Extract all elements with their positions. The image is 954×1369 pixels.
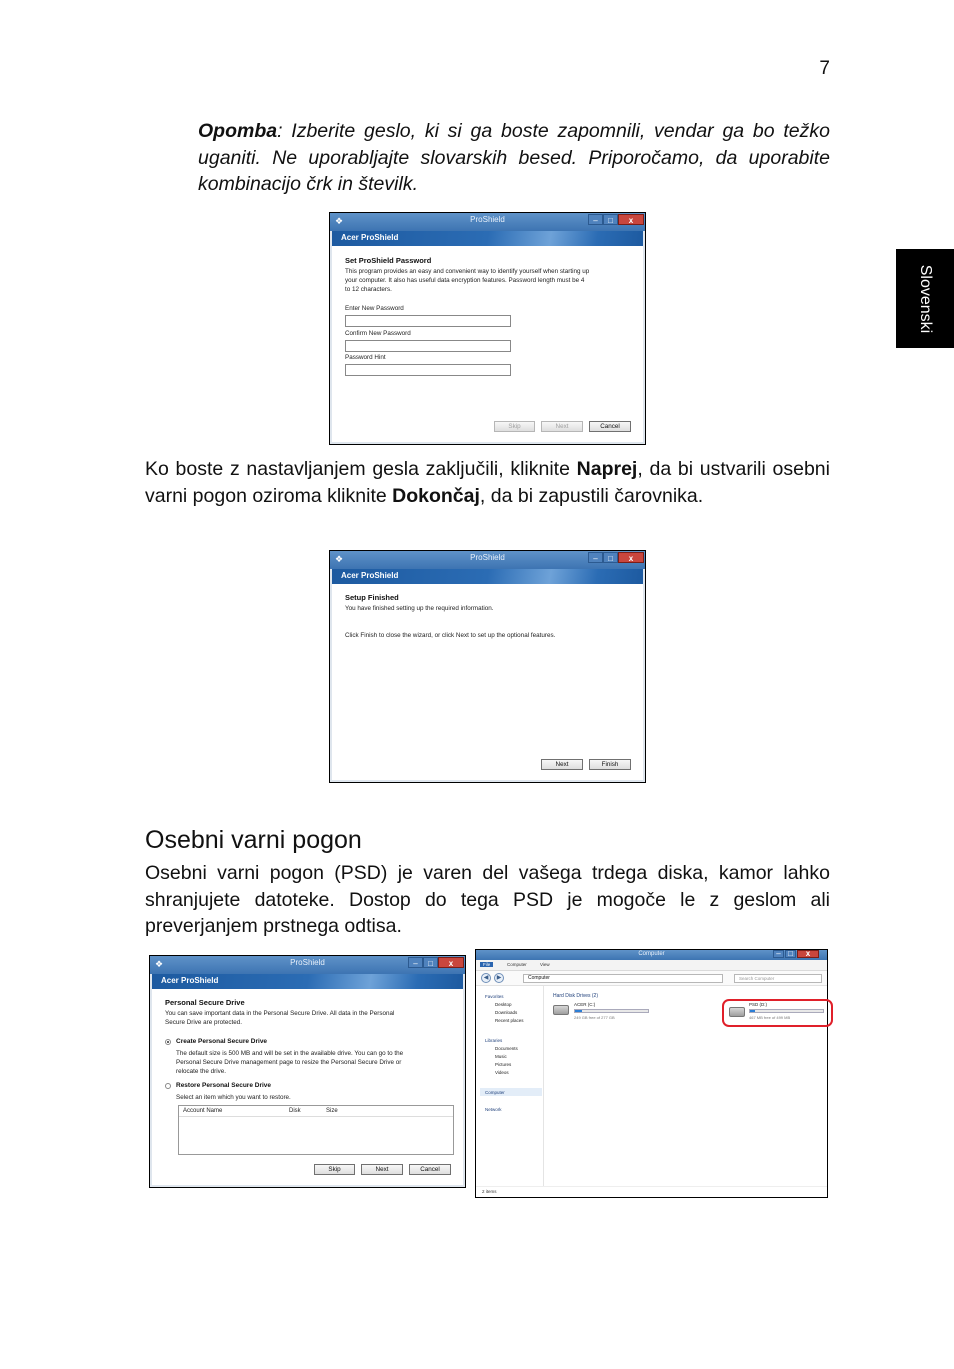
minimize-button[interactable]: – [588,214,603,225]
explorer-content [545,986,827,1186]
explorer-minimize-button[interactable]: – [773,950,784,958]
window-content [332,584,643,780]
close-button[interactable]: x [618,214,644,225]
instruction-finish-keyword: Dokončaj [392,484,480,507]
drive-d-free-space: 467 MB free of 499 MB [749,1015,791,1020]
next-button[interactable]: Next [361,1164,403,1175]
nav-libraries[interactable]: Libraries [485,1038,503,1043]
window-title: ProShield [470,553,505,562]
dialog-description-2: your computer. It also has useful data encryption features. Password length must be 4 [345,277,585,284]
window-banner [152,974,463,989]
window-banner [332,569,643,584]
restore-psd-text: Select an item which you want to restore. [176,1094,291,1101]
column-size[interactable]: Size [326,1108,338,1114]
create-psd-radio[interactable] [165,1039,171,1045]
ribbon-tab-computer[interactable]: Computer [507,962,527,967]
confirm-password-field[interactable] [345,340,511,352]
restore-list[interactable] [178,1105,454,1155]
explorer-maximize-button[interactable]: □ [785,950,796,958]
nav-computer[interactable]: Computer [485,1090,505,1095]
explorer-close-button[interactable]: x [797,950,819,958]
section-heading: Osebni varni pogon [145,826,362,854]
nav-music[interactable]: Music [495,1054,507,1059]
page-number: 7 [819,58,830,79]
forward-arrow-icon[interactable]: ▶ [494,973,504,983]
navigation-pane [476,986,544,1186]
psd-paragraph: Osebni varni pogon (PSD) je varen del vašega trdega diska, kamor lahko shranjujete datoteke. Dostop do tega PSD je mogoče le z geslom ali preverjanjem prstnega odtisa. [145,862,830,937]
finish-button[interactable]: Finish [589,759,631,770]
dialog-line-2: Click Finish to close the wizard, or click Next to set up the optional features. [345,632,556,639]
window-title: ProShield [470,215,505,224]
note-text: : Izberite geslo, ki si ga boste zapomnili, vendar ga bo težko uganiti. Ne uporabljajte slovarskih besed. Priporočamo, da uporabite kombinacijo črk in številk. [198,120,830,195]
dialog-heading: Personal Secure Drive [165,998,245,1007]
maximize-button[interactable]: □ [603,552,618,563]
dialog-heading: Setup Finished [345,593,399,602]
skip-button[interactable]: Skip [494,421,535,432]
create-psd-text-3: relocate the drive. [176,1068,227,1075]
instruction-text-3: , da bi zapustili čarovnika. [479,484,704,507]
proshield-app-icon: ❖ [155,959,164,969]
drive-d-name[interactable]: PSD (D:) [749,1002,767,1007]
cancel-button[interactable]: Cancel [589,421,631,432]
restore-psd-radio[interactable] [165,1083,171,1089]
ribbon-tab-file[interactable]: File [480,962,493,967]
column-disk[interactable]: Disk [289,1108,301,1114]
nav-desktop[interactable]: Desktop [495,1002,512,1007]
back-arrow-icon[interactable]: ◀ [481,973,491,983]
window-titlebar [150,956,465,974]
skip-button[interactable]: Skip [314,1164,355,1175]
dialog-description-1: You can save important data in the Personal Secure Drive. All data in the Personal [165,1010,395,1017]
next-button[interactable]: Next [541,421,583,432]
explorer-title: Computer [638,951,665,957]
proshield-password-window [329,212,646,445]
instruction-paragraph [145,456,830,509]
drive-c-free-space: 249 GB free of 277 GB [574,1015,615,1020]
window-titlebar [330,213,645,231]
explorer-window [475,949,828,1198]
new-password-field[interactable] [345,315,511,327]
create-psd-label: Create Personal Secure Drive [176,1038,268,1045]
minimize-button[interactable]: – [588,552,603,563]
note-label: Opomba [198,120,278,142]
confirm-password-label: Confirm New Password [345,330,411,337]
create-psd-text-2: Personal Secure Drive management page to resize the Personal Secure Drive or [176,1059,402,1066]
dialog-description-1: This program provides an easy and convenient way to identify yourself when starting up [345,268,590,275]
drive-c-usage-bar [574,1009,649,1013]
psd-drive-highlight-annotation [722,999,833,1027]
dialog-description-2: Secure Drive are protected. [165,1019,242,1026]
nav-pictures[interactable]: Pictures [495,1062,512,1067]
nav-downloads[interactable]: Downloads [495,1010,518,1015]
minimize-button[interactable]: – [408,957,423,968]
ribbon-tab-view[interactable]: View [540,962,550,967]
drive-c-icon [553,1005,569,1015]
password-hint-field[interactable] [345,364,511,376]
nav-documents[interactable]: Documents [495,1046,518,1051]
dialog-description-3: to 12 characters. [345,286,392,293]
banner-title: Acer ProShield [341,571,399,580]
restore-psd-label: Restore Personal Secure Drive [176,1082,272,1089]
maximize-button[interactable]: □ [423,957,438,968]
window-content [332,246,643,442]
column-account-name[interactable]: Account Name [183,1108,223,1114]
close-button[interactable]: x [438,957,464,968]
instruction-text-2: , da bi ustvarili osebni varni pogon oziroma kliknite [145,458,830,507]
proshield-psd-window [149,955,466,1188]
window-banner [332,231,643,246]
close-button[interactable]: x [618,552,644,563]
window-titlebar [330,551,645,569]
proshield-app-icon: ❖ [335,216,344,226]
drive-c-name[interactable]: ACER (C:) [574,1002,596,1007]
maximize-button[interactable]: □ [603,214,618,225]
dialog-heading: Set ProShield Password [345,256,432,265]
nav-videos[interactable]: Videos [495,1070,509,1075]
restore-list-header [179,1106,453,1117]
new-password-label: Enter New Password [345,305,404,312]
create-psd-text-1: The default size is 500 MB and will be set in the available drive. You can go to the [176,1050,404,1057]
explorer-status-bar: 2 items [476,1186,827,1197]
banner-title: Acer ProShield [161,976,219,985]
cancel-button[interactable]: Cancel [409,1164,451,1175]
dialog-line-1: You have finished setting up the required information. [345,605,494,612]
drive-c-usage-fill [575,1010,582,1012]
note-paragraph [198,118,830,198]
explorer-address-bar [476,971,827,986]
explorer-titlebar [476,950,827,960]
nav-network[interactable]: Network [485,1107,502,1112]
window-title: ProShield [290,958,325,967]
side-tab-label: Slovenski [917,264,934,333]
explorer-ribbon [476,960,827,971]
search-input[interactable]: Search Computer [734,974,822,983]
nav-recent-places[interactable]: Recent places [495,1018,524,1023]
instruction-next-keyword: Naprej [576,458,638,480]
instruction-text-1: Ko boste z nastavljanjem gesla zaključili, kliknite [145,458,577,480]
banner-title: Acer ProShield [341,233,399,242]
next-button[interactable]: Next [541,759,583,770]
address-input[interactable]: Computer [523,974,723,983]
password-hint-label: Password Hint [345,354,386,361]
proshield-app-icon: ❖ [335,554,344,564]
drives-group-label: Hard Disk Drives (2) [553,993,599,999]
nav-favorites[interactable]: Favorites [485,994,504,999]
window-content [152,989,463,1185]
proshield-finished-window [329,550,646,783]
language-side-tab [896,249,954,348]
